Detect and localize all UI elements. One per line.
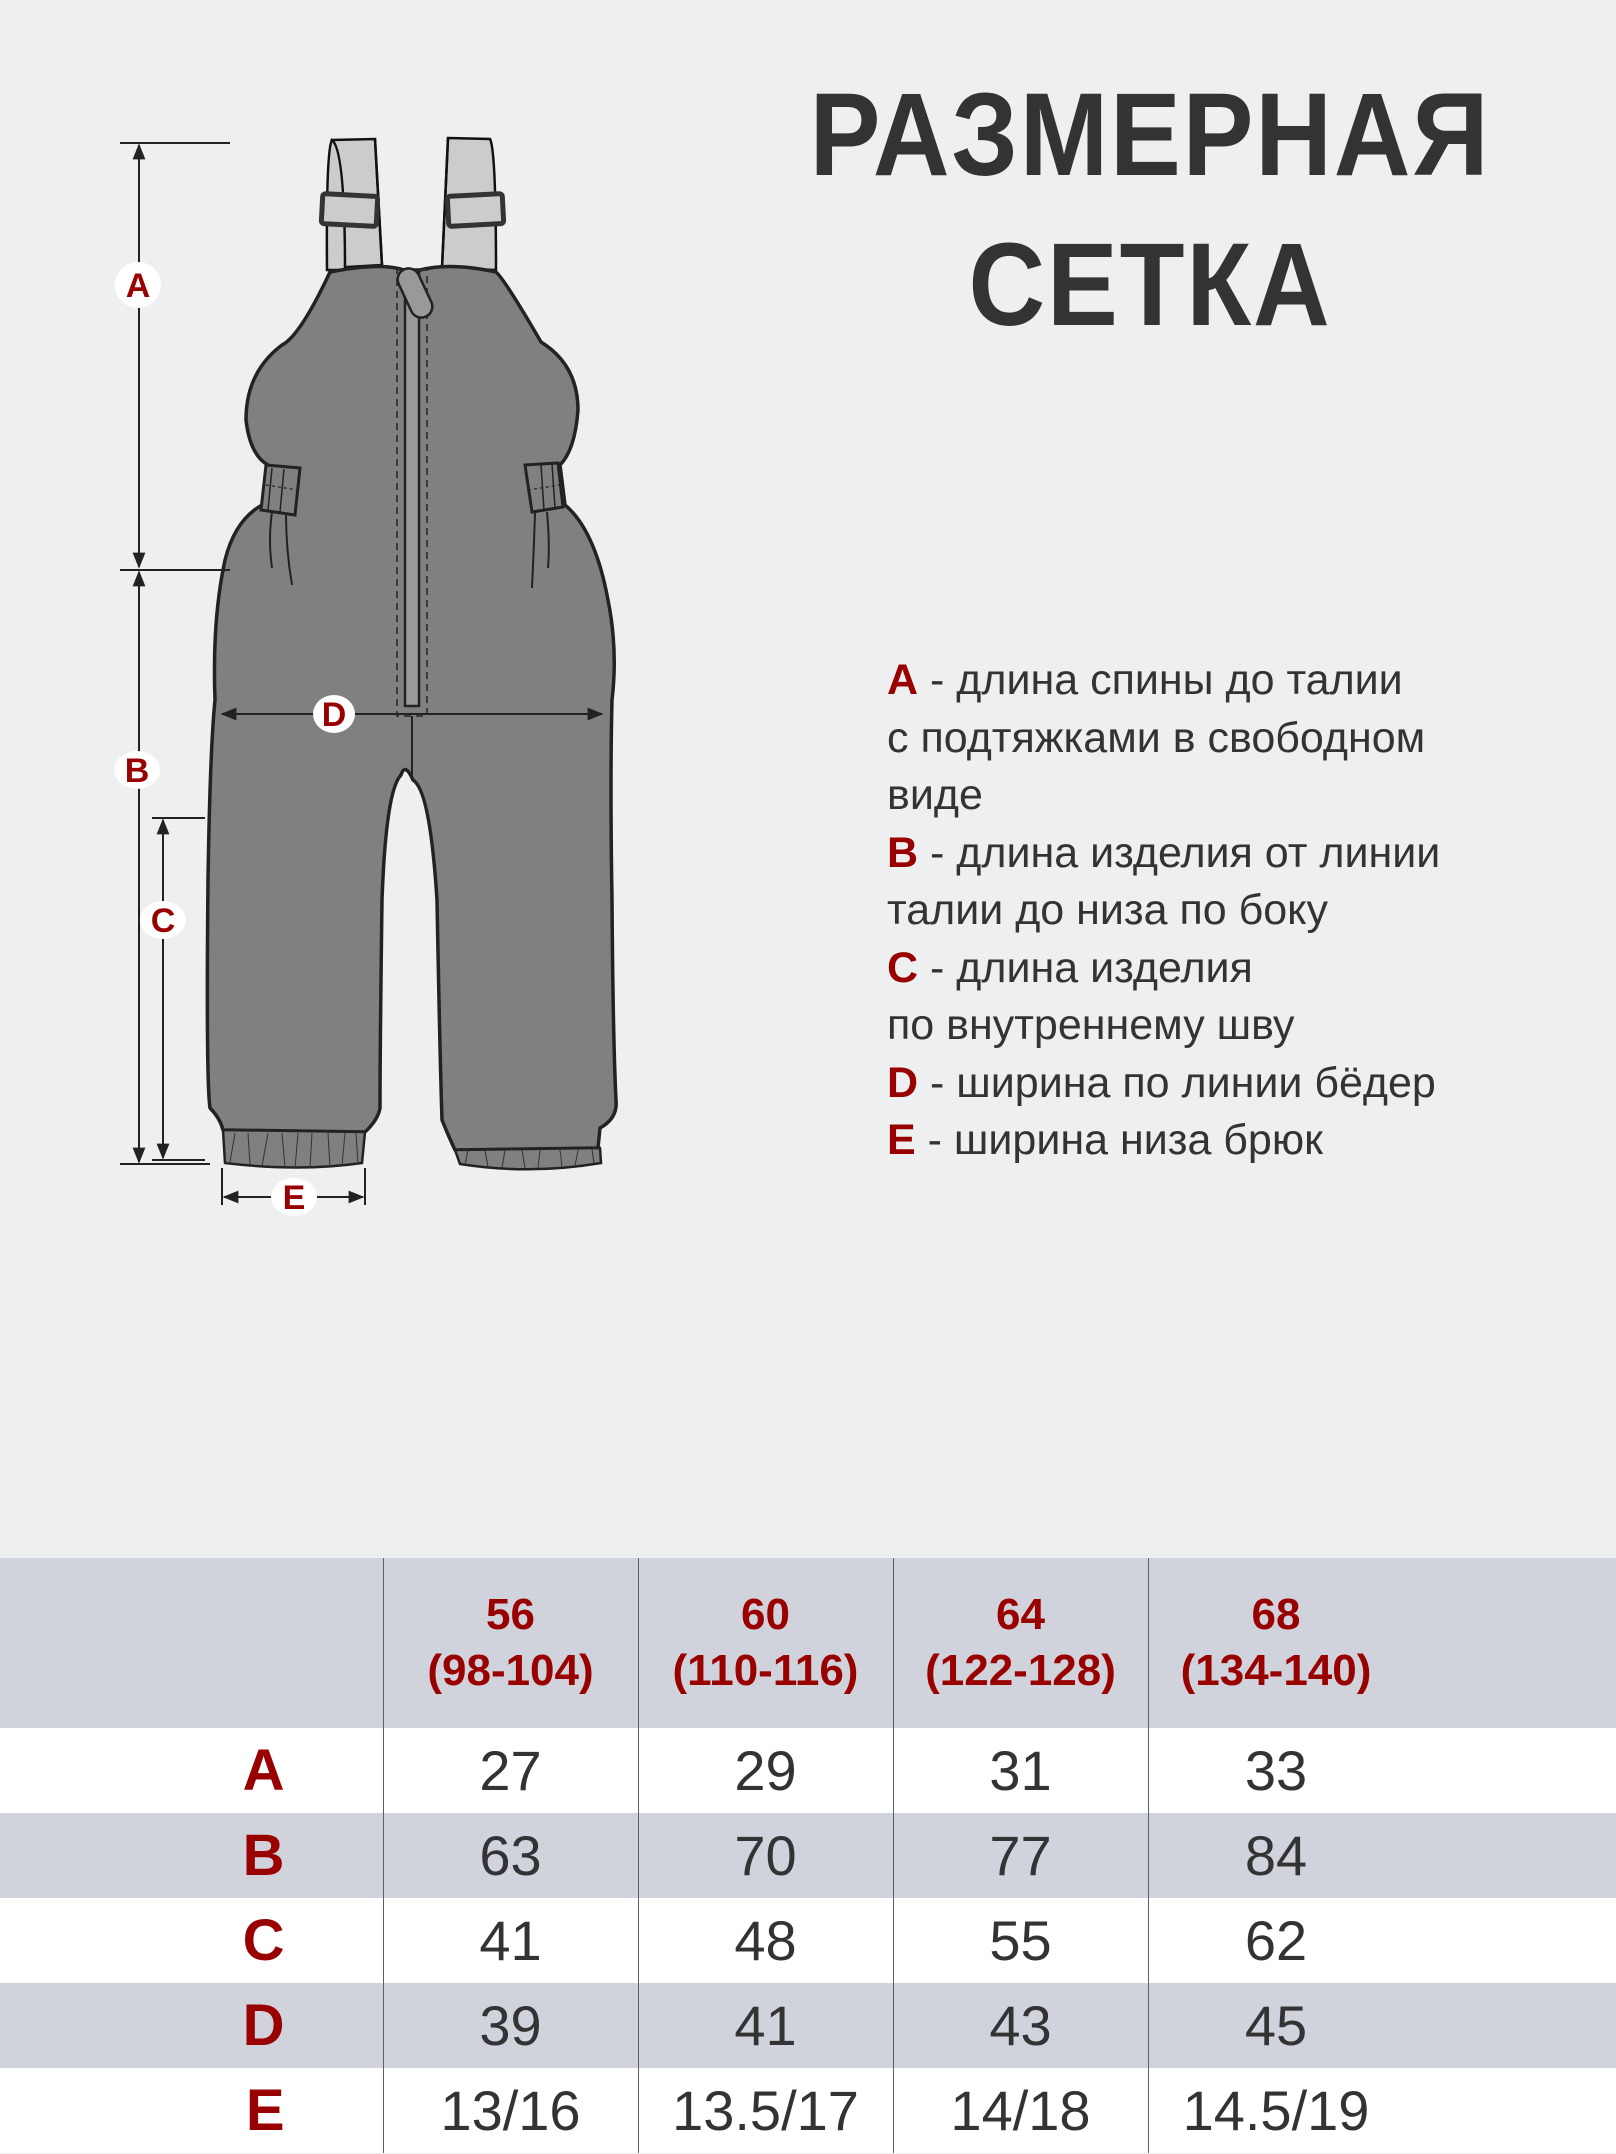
row-key: D [242, 1993, 285, 2058]
label-a-badge [115, 262, 161, 308]
measurement-legend [887, 652, 1607, 1170]
height-range: (122-128) [925, 1646, 1116, 1695]
cuff-right [455, 1148, 601, 1169]
table-row-c [0, 1898, 1616, 1983]
cell-value: 70 [638, 1813, 893, 1898]
legend-text-cont: талии до низа по боку [887, 886, 1328, 934]
label-e: E [282, 1179, 306, 1217]
label-e-badge [271, 1178, 317, 1217]
legend-item-d [887, 1055, 1607, 1113]
legend-key: C [887, 943, 919, 992]
size-number: 56 [486, 1590, 535, 1639]
side-tab-right [525, 463, 563, 512]
cell-value: 13/16 [383, 2068, 638, 2153]
header-size-60 [638, 1558, 893, 1728]
cell-value: 13.5/17 [638, 2068, 893, 2153]
cell-value: 39 [383, 1983, 638, 2068]
cell-value: 33 [1244, 1739, 1308, 1802]
cell-value: 14.5/19 [1182, 2079, 1370, 2142]
cell-value: 31 [893, 1728, 1148, 1813]
table-row-d [0, 1983, 1616, 2068]
row-key: B [242, 1823, 285, 1888]
header-size-56 [383, 1558, 638, 1728]
cell-value: 41 [638, 1983, 893, 2068]
legend-item-b [887, 825, 1607, 940]
table-header-row [0, 1558, 1616, 1728]
table-row-b [0, 1813, 1616, 1898]
legend-text-cont: виде [887, 771, 983, 819]
legend-text: - ширина по линии бёдер [918, 1058, 1436, 1107]
overalls-diagram [0, 0, 760, 1520]
strap-left [321, 139, 382, 270]
row-key: A [242, 1738, 285, 1803]
cell-value: 41 [383, 1898, 638, 1983]
legend-item-a [887, 652, 1607, 825]
legend-text: - ширина низа брюк [915, 1116, 1323, 1164]
cell-value: 62 [1244, 1909, 1308, 1972]
label-b: B [124, 752, 150, 790]
table-row-a [0, 1728, 1616, 1813]
height-range: (110-116) [672, 1646, 859, 1695]
height-range: (134-140) [1180, 1646, 1372, 1695]
size-number: 64 [996, 1590, 1045, 1639]
label-c-badge [140, 901, 186, 940]
header-size-64 [893, 1558, 1148, 1728]
legend-text: - длина спины до талии [918, 656, 1403, 704]
cell-value: 48 [638, 1898, 893, 1983]
cell-value: 27 [383, 1728, 638, 1813]
label-b-badge [114, 751, 160, 790]
cell-value: 43 [893, 1983, 1148, 2068]
table-row-e [0, 2068, 1616, 2153]
row-key: E [245, 2078, 285, 2143]
header-size-68 [1148, 1558, 1616, 1728]
legend-key: D [887, 1058, 919, 1107]
legend-text-cont: по внутреннему шву [887, 1001, 1295, 1049]
cell-value: 45 [1244, 1994, 1308, 2057]
legend-text-cont: с подтяжками в свободном [887, 713, 1426, 762]
title-line-2: СЕТКА [968, 219, 1332, 351]
label-c: C [150, 902, 176, 940]
row-key: C [242, 1908, 285, 1973]
label-a: A [125, 267, 151, 305]
legend-key: B [887, 828, 919, 877]
page-title [745, 60, 1555, 360]
legend-key: A [887, 656, 919, 704]
height-range: (98-104) [427, 1646, 594, 1695]
strap-right [442, 138, 504, 270]
legend-key: E [887, 1116, 916, 1164]
cell-value: 14/18 [893, 2068, 1148, 2153]
cell-value: 77 [893, 1813, 1148, 1898]
legend-item-e [887, 1112, 1607, 1170]
legend-item-c [887, 940, 1607, 1055]
cuff-left [223, 1130, 365, 1168]
legend-text: - длина изделия от линии [918, 828, 1441, 877]
cell-value: 29 [638, 1728, 893, 1813]
size-number: 60 [741, 1590, 790, 1639]
cell-value: 55 [893, 1898, 1148, 1983]
header-empty-cell [0, 1558, 383, 1728]
cell-value: 63 [383, 1813, 638, 1898]
cell-value: 84 [1244, 1824, 1308, 1887]
side-tab-left [261, 465, 300, 515]
legend-text: - длина изделия [918, 943, 1253, 992]
title-line-1: РАЗМЕРНАЯ [809, 69, 1491, 201]
label-d: D [321, 696, 347, 734]
size-table [0, 1558, 1616, 2153]
size-number: 68 [1251, 1590, 1301, 1639]
